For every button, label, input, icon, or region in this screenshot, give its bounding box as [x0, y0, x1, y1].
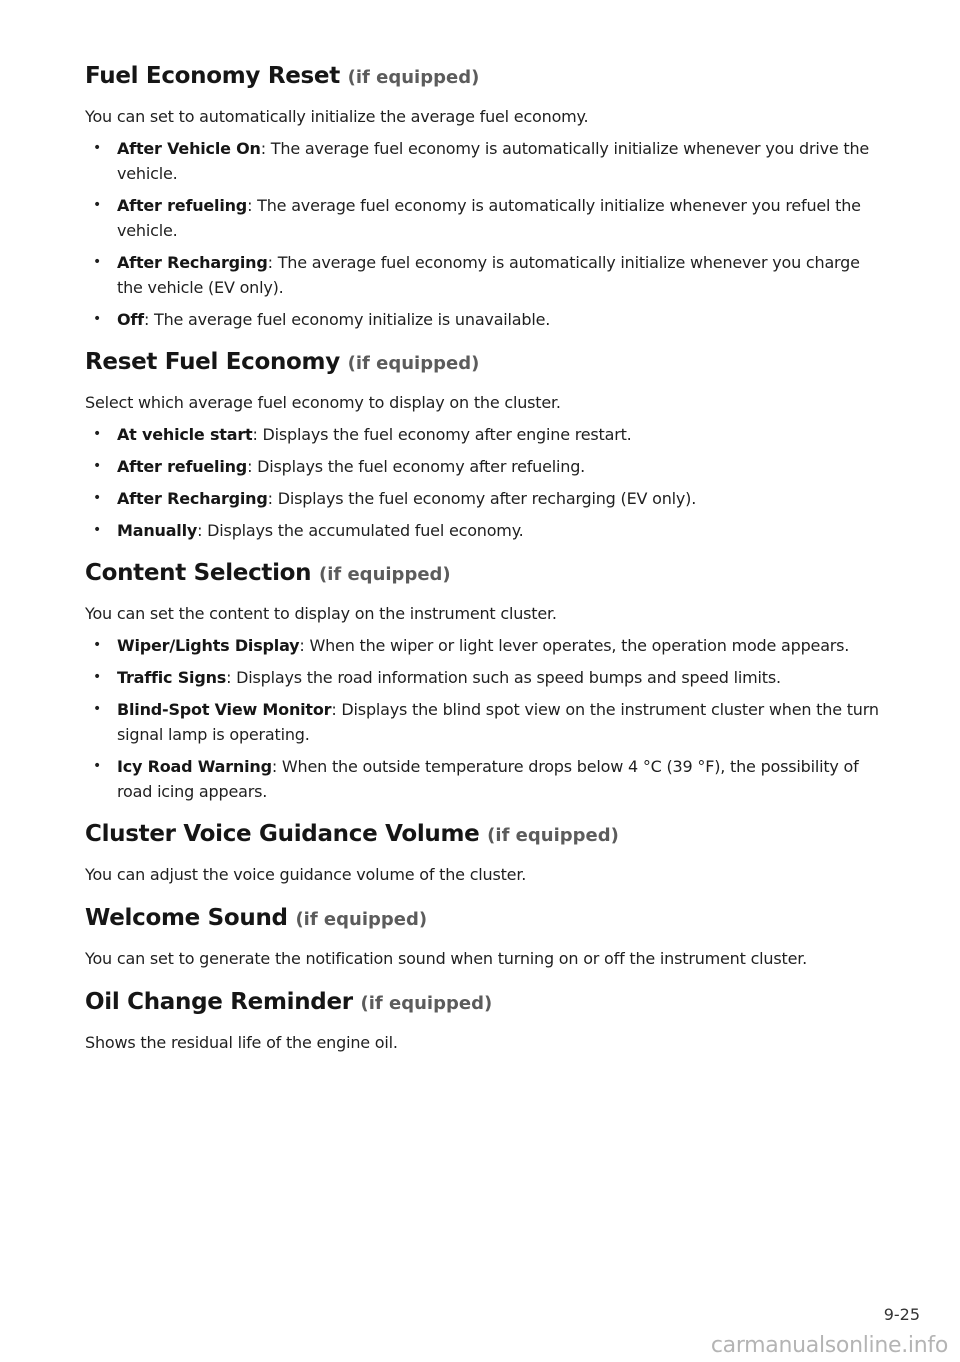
section-title: Oil Change Reminder: [85, 989, 353, 1015]
bullet-icon: •: [93, 637, 102, 653]
item-desc: : The average fuel economy initialize is unavailable.: [143, 310, 551, 329]
section-intro: Shows the residual life of the engine oil.: [85, 1033, 398, 1052]
section-title: Welcome Sound: [85, 905, 288, 931]
section-heading: [85, 557, 885, 591]
item-desc: : The average fuel economy is automatically initialize whenever you drive the vehicle.: [117, 139, 870, 183]
item-term: Wiper/Lights Display: [117, 636, 300, 655]
list-item: [85, 422, 885, 447]
watermark: carmanualsonline.info: [710, 1333, 948, 1358]
item-term: Blind-Spot View Monitor: [117, 700, 332, 719]
section-title: Cluster Voice Guidance Volume: [85, 821, 480, 847]
section-intro: You can set to automatically initialize the average fuel economy.: [85, 107, 589, 126]
item-term: After refueling: [117, 457, 248, 476]
section-title: Reset Fuel Economy: [85, 349, 340, 375]
section-heading: [85, 346, 885, 380]
item-desc: : Displays the road information such as speed bumps and speed limits.: [226, 668, 781, 687]
section-fuel-economy-reset: [85, 60, 885, 332]
list-item: [85, 193, 885, 243]
item-term: Manually: [117, 521, 198, 540]
bullet-icon: •: [93, 458, 102, 474]
equipped-note: (if equipped): [360, 993, 493, 1014]
item-desc: : Displays the fuel economy after refueling.: [247, 457, 586, 476]
option-list: [85, 633, 885, 804]
section-heading: [85, 986, 885, 1020]
item-term: After Recharging: [117, 253, 268, 272]
item-desc: : When the wiper or light lever operates, the operation mode appears.: [299, 636, 850, 655]
list-item: [85, 754, 885, 804]
section-content-selection: [85, 557, 885, 804]
bullet-icon: •: [93, 522, 102, 538]
list-item: [85, 518, 885, 543]
section-heading: [85, 902, 885, 936]
equipped-note: (if equipped): [347, 353, 480, 374]
section-title: Fuel Economy Reset: [85, 63, 340, 89]
section-title: Content Selection: [85, 560, 312, 586]
list-item: [85, 454, 885, 479]
item-desc: : The average fuel economy is automatically initialize whenever you charge the vehicle (EV only).: [117, 253, 860, 297]
equipped-note: (if equipped): [295, 909, 428, 930]
section-intro: Select which average fuel economy to display on the cluster.: [85, 393, 561, 412]
option-list: [85, 422, 885, 543]
bullet-icon: •: [93, 426, 102, 442]
bullet-icon: •: [93, 140, 102, 156]
item-desc: : The average fuel economy is automatically initialize whenever you refuel the vehicle.: [117, 196, 861, 240]
list-item: [85, 633, 885, 658]
list-item: [85, 136, 885, 186]
item-term: After Vehicle On: [117, 139, 261, 158]
item-term: Icy Road Warning: [117, 757, 272, 776]
item-desc: : Displays the fuel economy after recharging (EV only).: [267, 489, 697, 508]
equipped-note: (if equipped): [487, 825, 619, 846]
bullet-icon: •: [93, 701, 102, 717]
list-item: [85, 486, 885, 511]
item-term: At vehicle start: [117, 425, 253, 444]
bullet-icon: •: [93, 311, 102, 327]
page-number: 9-25: [883, 1305, 920, 1324]
section-intro: You can adjust the voice guidance volume of the cluster.: [85, 865, 527, 884]
item-term: Traffic Signs: [117, 668, 227, 687]
item-desc: : Displays the blind spot view on the instrument cluster when the turn signal lamp is operating.: [117, 700, 879, 744]
bullet-icon: •: [93, 490, 102, 506]
section-intro: You can set the content to display on the instrument cluster.: [85, 604, 557, 623]
section-cluster-voice-guidance-volume: [85, 818, 885, 888]
bullet-icon: •: [93, 197, 102, 213]
list-item: [85, 697, 885, 747]
section-intro: You can set to generate the notification sound when turning on or off the instrument cluster.: [85, 949, 808, 968]
option-list: [85, 136, 885, 332]
equipped-note: (if equipped): [318, 564, 451, 585]
section-heading: [85, 60, 885, 94]
bullet-icon: •: [93, 254, 102, 270]
item-desc: : Displays the accumulated fuel economy.: [197, 521, 524, 540]
section-welcome-sound: [85, 902, 885, 972]
item-term: After Recharging: [117, 489, 268, 508]
item-term: After refueling: [117, 196, 248, 215]
section-reset-fuel-economy: [85, 346, 885, 543]
item-desc: : Displays the fuel economy after engine restart.: [252, 425, 632, 444]
section-heading: [85, 818, 885, 852]
equipped-note: (if equipped): [347, 67, 480, 88]
manual-content: [85, 60, 885, 1070]
section-oil-change-reminder: [85, 986, 885, 1056]
list-item: [85, 307, 885, 332]
item-term: Off: [117, 310, 144, 329]
list-item: [85, 250, 885, 300]
bullet-icon: •: [93, 758, 102, 774]
bullet-icon: •: [93, 669, 102, 685]
list-item: [85, 665, 885, 690]
item-desc: : When the outside temperature drops below 4 °C (39 °F), the possibility of road icing appears.: [117, 757, 859, 801]
